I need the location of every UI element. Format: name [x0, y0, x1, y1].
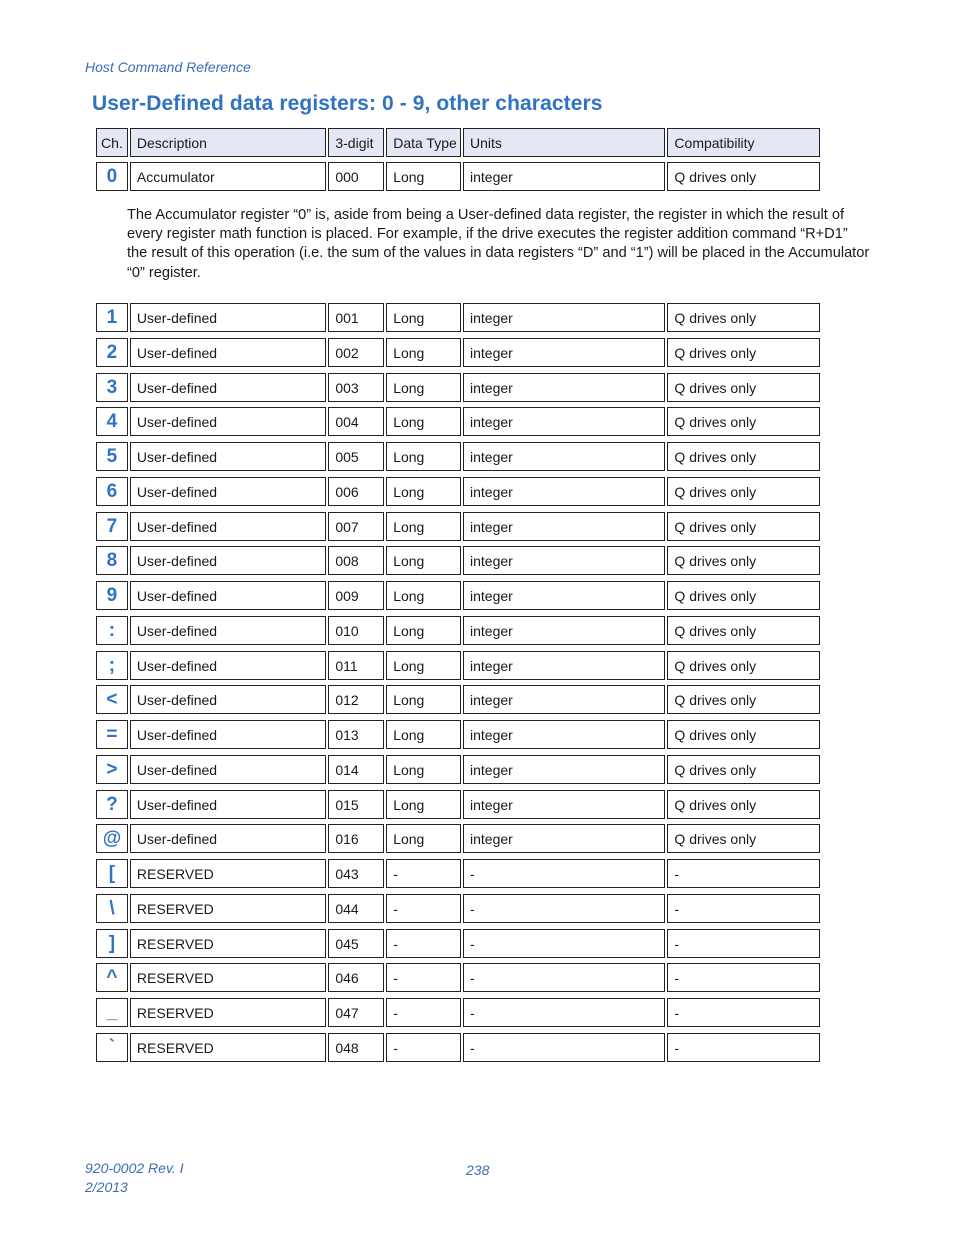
register-units: integer — [463, 477, 665, 506]
register-three-digit: 011 — [328, 651, 384, 680]
register-char — [96, 790, 128, 819]
table-row — [96, 651, 820, 680]
register-compatibility: Q drives only — [667, 303, 820, 332]
register-three-digit: 000 — [328, 162, 384, 191]
register-three-digit: 016 — [328, 824, 384, 853]
register-char — [96, 720, 128, 749]
register-data-type: Long — [386, 338, 461, 367]
table-row — [96, 373, 820, 402]
register-description: User-defined — [130, 546, 326, 575]
register-compatibility: Q drives only — [667, 581, 820, 610]
table-row — [96, 894, 820, 923]
register-units: integer — [463, 442, 665, 471]
register-char-glyph: [ — [108, 862, 116, 884]
register-description: User-defined — [130, 685, 326, 714]
register-three-digit: 044 — [328, 894, 384, 923]
register-char-glyph: 3 — [106, 376, 118, 398]
register-char-glyph: ^ — [106, 966, 118, 988]
register-data-type: Long — [386, 162, 461, 191]
register-three-digit: 009 — [328, 581, 384, 610]
register-description: RESERVED — [130, 929, 326, 958]
header-data-type: Data Type — [386, 128, 461, 157]
register-data-type: Long — [386, 303, 461, 332]
table-row — [96, 581, 820, 610]
table-row — [96, 338, 820, 367]
table-row — [96, 303, 820, 332]
register-data-type: Long — [386, 546, 461, 575]
register-units: - — [463, 859, 665, 888]
table-row — [96, 755, 820, 784]
register-compatibility: Q drives only — [667, 546, 820, 575]
register-char — [96, 477, 128, 506]
register-char — [96, 581, 128, 610]
register-units: integer — [463, 546, 665, 575]
register-compatibility: Q drives only — [667, 407, 820, 436]
register-char-glyph: 1 — [106, 306, 118, 328]
register-description: User-defined — [130, 616, 326, 645]
register-three-digit: 012 — [328, 685, 384, 714]
register-compatibility: Q drives only — [667, 616, 820, 645]
register-data-type: Long — [386, 824, 461, 853]
table-row — [96, 998, 820, 1027]
register-compatibility: Q drives only — [667, 790, 820, 819]
accumulator-description-paragraph: The Accumulator register “0” is, aside from being a User-defined data register, the register in which the result of every register math function is placed. For example, if the drive executes the register addition command “R+D1” the result of this operation (i.e. the sum of the values in data registers “D” and “1”) will be placed in the Accumulator “0” register. — [127, 207, 870, 281]
table-row — [96, 407, 820, 436]
register-char — [96, 651, 128, 680]
register-char — [96, 755, 128, 784]
register-units: integer — [463, 338, 665, 367]
register-three-digit: 004 — [328, 407, 384, 436]
register-data-type: Long — [386, 407, 461, 436]
register-data-type: Long — [386, 685, 461, 714]
footer-doc-info — [85, 1159, 184, 1197]
register-compatibility: - — [667, 1033, 820, 1062]
register-compatibility: Q drives only — [667, 373, 820, 402]
register-data-type: Long — [386, 755, 461, 784]
register-char — [96, 859, 128, 888]
register-three-digit: 003 — [328, 373, 384, 402]
register-data-type: - — [386, 963, 461, 992]
register-description: User-defined — [130, 303, 326, 332]
register-char-glyph: 6 — [106, 480, 118, 502]
register-compatibility: - — [667, 963, 820, 992]
register-units: - — [463, 1033, 665, 1062]
register-compatibility: Q drives only — [667, 162, 820, 191]
register-char — [96, 998, 128, 1027]
register-compatibility: - — [667, 894, 820, 923]
register-description: User-defined — [130, 581, 326, 610]
register-units: integer — [463, 373, 665, 402]
register-data-type: - — [386, 1033, 461, 1062]
register-units: integer — [463, 303, 665, 332]
register-units: integer — [463, 685, 665, 714]
register-char-glyph: > — [106, 758, 118, 780]
register-data-type: Long — [386, 651, 461, 680]
register-units: integer — [463, 720, 665, 749]
register-description: User-defined — [130, 512, 326, 541]
accumulator-row — [96, 162, 820, 191]
register-three-digit: 047 — [328, 998, 384, 1027]
register-data-type: Long — [386, 512, 461, 541]
register-description: Accumulator — [130, 162, 326, 191]
register-char — [96, 929, 128, 958]
register-char-glyph: @ — [102, 827, 122, 849]
register-units: - — [463, 963, 665, 992]
table-row — [96, 824, 820, 853]
register-compatibility: Q drives only — [667, 755, 820, 784]
register-char-glyph: 4 — [106, 410, 118, 432]
running-header: Host Command Reference — [85, 59, 251, 75]
register-compatibility: Q drives only — [667, 651, 820, 680]
register-data-type: Long — [386, 581, 461, 610]
register-char-glyph: _ — [106, 1001, 118, 1023]
register-description: RESERVED — [130, 1033, 326, 1062]
footer-page-number: 238 — [466, 1162, 490, 1178]
register-data-type: - — [386, 998, 461, 1027]
table-row — [96, 720, 820, 749]
page-title: User-Defined data registers: 0 - 9, other characters — [92, 92, 603, 115]
register-description: User-defined — [130, 373, 326, 402]
register-units: integer — [463, 755, 665, 784]
register-description: User-defined — [130, 790, 326, 819]
register-three-digit: 046 — [328, 963, 384, 992]
register-description: User-defined — [130, 824, 326, 853]
register-three-digit: 005 — [328, 442, 384, 471]
table-row — [96, 512, 820, 541]
table-row — [96, 1033, 820, 1062]
register-char-glyph: 7 — [106, 515, 118, 537]
register-char — [96, 162, 128, 191]
register-description: User-defined — [130, 442, 326, 471]
header-ch: Ch. — [96, 128, 128, 157]
register-three-digit: 043 — [328, 859, 384, 888]
register-three-digit: 007 — [328, 512, 384, 541]
register-char-glyph: 5 — [106, 445, 118, 467]
register-compatibility: Q drives only — [667, 512, 820, 541]
header-compatibility: Compatibility — [667, 128, 820, 157]
register-char — [96, 303, 128, 332]
register-description: RESERVED — [130, 859, 326, 888]
register-compatibility: Q drives only — [667, 685, 820, 714]
table-row — [96, 442, 820, 471]
register-three-digit: 048 — [328, 1033, 384, 1062]
register-compatibility: - — [667, 998, 820, 1027]
register-three-digit: 008 — [328, 546, 384, 575]
register-description: RESERVED — [130, 963, 326, 992]
table-header-row — [96, 128, 820, 157]
register-three-digit: 014 — [328, 755, 384, 784]
register-char — [96, 546, 128, 575]
register-data-type: Long — [386, 477, 461, 506]
register-char-glyph: < — [106, 688, 118, 710]
register-three-digit: 045 — [328, 929, 384, 958]
register-char-glyph: ? — [106, 793, 118, 815]
register-description: User-defined — [130, 651, 326, 680]
table-row — [96, 546, 820, 575]
table-row — [96, 685, 820, 714]
register-units: integer — [463, 162, 665, 191]
register-char-glyph: 8 — [106, 549, 118, 571]
register-units: integer — [463, 824, 665, 853]
register-description: RESERVED — [130, 998, 326, 1027]
register-units: integer — [463, 407, 665, 436]
register-char-glyph: 2 — [106, 341, 118, 363]
table-row — [96, 477, 820, 506]
register-char-glyph: ] — [108, 932, 116, 954]
register-three-digit: 013 — [328, 720, 384, 749]
register-char-glyph: ` — [108, 1036, 116, 1058]
register-three-digit: 015 — [328, 790, 384, 819]
register-char-glyph: \ — [109, 897, 115, 919]
register-description: User-defined — [130, 407, 326, 436]
register-three-digit: 010 — [328, 616, 384, 645]
table-row — [96, 790, 820, 819]
register-char — [96, 373, 128, 402]
register-units: integer — [463, 616, 665, 645]
header-description: Description — [130, 128, 326, 157]
register-compatibility: Q drives only — [667, 338, 820, 367]
register-compatibility: Q drives only — [667, 477, 820, 506]
register-description: User-defined — [130, 477, 326, 506]
register-char-glyph: 9 — [106, 584, 118, 606]
register-compatibility: - — [667, 859, 820, 888]
register-data-type: Long — [386, 790, 461, 819]
register-data-type: - — [386, 929, 461, 958]
register-data-type: Long — [386, 373, 461, 402]
register-description: User-defined — [130, 338, 326, 367]
register-char — [96, 338, 128, 367]
table-row — [96, 616, 820, 645]
register-data-type: Long — [386, 616, 461, 645]
register-units: integer — [463, 512, 665, 541]
register-description: User-defined — [130, 755, 326, 784]
table-row — [96, 929, 820, 958]
register-description: RESERVED — [130, 894, 326, 923]
register-units: integer — [463, 790, 665, 819]
register-char — [96, 512, 128, 541]
register-data-type: - — [386, 894, 461, 923]
register-char-glyph: ; — [108, 654, 116, 676]
register-char — [96, 963, 128, 992]
register-char — [96, 407, 128, 436]
register-data-type: Long — [386, 442, 461, 471]
table-row — [96, 859, 820, 888]
register-data-type: - — [386, 859, 461, 888]
register-data-type: Long — [386, 720, 461, 749]
register-three-digit: 002 — [328, 338, 384, 367]
register-compatibility: Q drives only — [667, 720, 820, 749]
register-char — [96, 442, 128, 471]
register-description: User-defined — [130, 720, 326, 749]
register-char — [96, 1033, 128, 1062]
register-units: - — [463, 894, 665, 923]
register-units: - — [463, 998, 665, 1027]
table-row — [96, 963, 820, 992]
register-units: - — [463, 929, 665, 958]
register-compatibility: - — [667, 929, 820, 958]
register-compatibility: Q drives only — [667, 442, 820, 471]
register-three-digit: 001 — [328, 303, 384, 332]
register-char-glyph: : — [108, 619, 116, 641]
footer-doc-number: 920-0002 Rev. I — [85, 1160, 184, 1176]
register-char — [96, 824, 128, 853]
register-char — [96, 894, 128, 923]
header-three-digit: 3-digit — [328, 128, 384, 157]
register-compatibility: Q drives only — [667, 824, 820, 853]
header-units: Units — [463, 128, 665, 157]
register-char-glyph: 0 — [106, 165, 118, 187]
register-char-glyph: = — [106, 723, 118, 745]
footer-date: 2/2013 — [85, 1179, 128, 1195]
register-three-digit: 006 — [328, 477, 384, 506]
register-units: integer — [463, 651, 665, 680]
register-units: integer — [463, 581, 665, 610]
register-char — [96, 685, 128, 714]
register-char — [96, 616, 128, 645]
